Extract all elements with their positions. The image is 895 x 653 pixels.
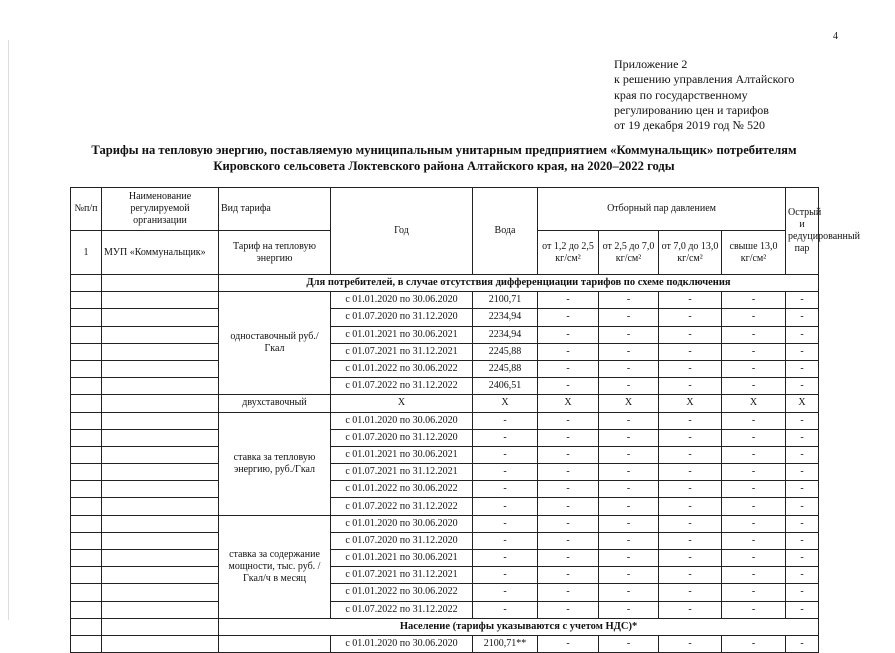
header-steam-group: Отборный пар давлением bbox=[538, 188, 786, 231]
steam-cell: - bbox=[599, 584, 659, 601]
empty-org-cell bbox=[102, 601, 219, 618]
steam-cell: - bbox=[538, 515, 599, 532]
steam-cell: - bbox=[599, 532, 659, 549]
steam-cell: - bbox=[786, 378, 819, 395]
steam-cell: - bbox=[722, 567, 786, 584]
steam-cell: - bbox=[786, 412, 819, 429]
water-cell: 2245,88 bbox=[473, 360, 538, 377]
steam-cell: - bbox=[538, 429, 599, 446]
water-cell: 2100,71** bbox=[473, 635, 538, 652]
header-steam-col-1: от 1,2 до 2,5 кг/см² bbox=[538, 231, 599, 275]
steam-cell: - bbox=[659, 532, 722, 549]
header-sharp-steam: Острый и редуцированный пар bbox=[786, 188, 819, 275]
empty-org-cell bbox=[102, 412, 219, 429]
table-row bbox=[71, 464, 819, 481]
steam-cell: - bbox=[599, 326, 659, 343]
section-row bbox=[71, 618, 819, 635]
steam-cell: - bbox=[538, 532, 599, 549]
steam-cell: - bbox=[722, 360, 786, 377]
empty-org-cell bbox=[102, 275, 219, 292]
appendix-line: края по государственному bbox=[614, 87, 748, 102]
steam-cell: - bbox=[538, 635, 599, 652]
steam-cell: - bbox=[538, 481, 599, 498]
steam-cell: - bbox=[659, 584, 722, 601]
empty-org-cell bbox=[102, 395, 219, 412]
period-cell: Х bbox=[331, 395, 473, 412]
table-row bbox=[71, 515, 819, 532]
steam-cell: Х bbox=[599, 395, 659, 412]
steam-cell: - bbox=[538, 326, 599, 343]
appendix-line: от 19 декабря 2019 год № 520 bbox=[614, 118, 765, 133]
steam-cell: - bbox=[659, 481, 722, 498]
tariff-table bbox=[70, 187, 860, 653]
tariff-group-label: одноставочный руб./Гкал bbox=[219, 292, 331, 395]
table-row bbox=[71, 429, 819, 446]
steam-cell: - bbox=[786, 343, 819, 360]
steam-cell: - bbox=[599, 309, 659, 326]
water-cell: 2100,71 bbox=[473, 292, 538, 309]
empty-num-cell bbox=[71, 498, 102, 515]
steam-cell: - bbox=[599, 498, 659, 515]
steam-cell: - bbox=[538, 412, 599, 429]
table-row bbox=[71, 326, 819, 343]
steam-cell: - bbox=[722, 292, 786, 309]
empty-num-cell bbox=[71, 446, 102, 463]
water-cell: - bbox=[473, 515, 538, 532]
steam-cell: - bbox=[659, 343, 722, 360]
steam-cell: - bbox=[786, 550, 819, 567]
period-cell: с 01.07.2020 по 31.12.2020 bbox=[331, 309, 473, 326]
period-cell: с 01.01.2022 по 30.06.2022 bbox=[331, 584, 473, 601]
steam-cell: - bbox=[722, 412, 786, 429]
table-row bbox=[71, 378, 819, 395]
water-cell: 2234,94 bbox=[473, 326, 538, 343]
water-cell: - bbox=[473, 464, 538, 481]
empty-org-cell bbox=[102, 635, 219, 652]
tariff-group-label: ставка за содержание мощности, тыс. руб. /Гкал/ч в месяц bbox=[219, 515, 331, 618]
steam-cell: - bbox=[722, 464, 786, 481]
water-cell: 2234,94 bbox=[473, 309, 538, 326]
steam-cell: - bbox=[722, 532, 786, 549]
empty-num-cell bbox=[71, 412, 102, 429]
steam-cell: - bbox=[599, 481, 659, 498]
header-tariff-type: Вид тарифа bbox=[219, 188, 331, 231]
period-cell: с 01.01.2020 по 30.06.2020 bbox=[331, 412, 473, 429]
water-cell: - bbox=[473, 584, 538, 601]
steam-cell: - bbox=[722, 326, 786, 343]
tariff-group-label: ставка за тепловую энергию, руб./Гкал bbox=[219, 412, 331, 515]
table-row bbox=[71, 550, 819, 567]
water-cell: - bbox=[473, 532, 538, 549]
empty-org-cell bbox=[102, 584, 219, 601]
water-cell: - bbox=[473, 446, 538, 463]
empty-org-cell bbox=[102, 360, 219, 377]
empty-num-cell bbox=[71, 515, 102, 532]
steam-cell: - bbox=[659, 515, 722, 532]
period-cell: с 01.01.2021 по 30.06.2021 bbox=[331, 326, 473, 343]
steam-cell: - bbox=[599, 429, 659, 446]
empty-num-cell bbox=[71, 601, 102, 618]
steam-cell: - bbox=[722, 601, 786, 618]
steam-cell: - bbox=[722, 378, 786, 395]
empty-org-cell bbox=[102, 309, 219, 326]
steam-cell: - bbox=[722, 550, 786, 567]
table-row bbox=[71, 584, 819, 601]
steam-cell: - bbox=[786, 309, 819, 326]
steam-cell: - bbox=[722, 584, 786, 601]
steam-cell: - bbox=[599, 635, 659, 652]
table-row bbox=[71, 446, 819, 463]
table-row bbox=[71, 360, 819, 377]
table-row bbox=[71, 412, 819, 429]
steam-cell: - bbox=[659, 309, 722, 326]
empty-num-cell bbox=[71, 429, 102, 446]
document-title bbox=[70, 143, 818, 174]
water-cell: 2406,51 bbox=[473, 378, 538, 395]
steam-cell: - bbox=[722, 446, 786, 463]
empty-tariff-cell bbox=[219, 635, 331, 652]
empty-num-cell bbox=[71, 635, 102, 652]
steam-cell: - bbox=[538, 309, 599, 326]
header-steam-col-4: свыше 13,0 кг/см² bbox=[722, 231, 786, 275]
steam-cell: - bbox=[786, 464, 819, 481]
steam-cell: Х bbox=[659, 395, 722, 412]
org-num: 1 bbox=[71, 231, 102, 275]
table-row bbox=[71, 292, 819, 309]
empty-org-cell bbox=[102, 550, 219, 567]
empty-org-cell bbox=[102, 532, 219, 549]
steam-cell: - bbox=[659, 567, 722, 584]
steam-cell: - bbox=[538, 292, 599, 309]
empty-num-cell bbox=[71, 326, 102, 343]
empty-org-cell bbox=[102, 481, 219, 498]
steam-cell: - bbox=[786, 360, 819, 377]
steam-cell: Х bbox=[538, 395, 599, 412]
table-row bbox=[71, 532, 819, 549]
water-cell: - bbox=[473, 567, 538, 584]
steam-cell: - bbox=[786, 498, 819, 515]
steam-cell: - bbox=[599, 464, 659, 481]
steam-cell: - bbox=[599, 567, 659, 584]
empty-num-cell bbox=[71, 360, 102, 377]
period-cell: с 01.07.2021 по 31.12.2021 bbox=[331, 567, 473, 584]
steam-cell: - bbox=[538, 601, 599, 618]
period-cell: с 01.01.2021 по 30.06.2021 bbox=[331, 550, 473, 567]
period-cell: с 01.07.2020 по 31.12.2020 bbox=[331, 532, 473, 549]
table-row bbox=[71, 343, 819, 360]
steam-cell: - bbox=[722, 309, 786, 326]
period-cell: с 01.01.2022 по 30.06.2022 bbox=[331, 481, 473, 498]
steam-cell: - bbox=[599, 292, 659, 309]
water-cell: - bbox=[473, 481, 538, 498]
steam-cell: - bbox=[722, 343, 786, 360]
empty-org-cell bbox=[102, 292, 219, 309]
steam-cell: - bbox=[722, 498, 786, 515]
empty-num-cell bbox=[71, 532, 102, 549]
two-rate-row bbox=[71, 395, 819, 412]
steam-cell: - bbox=[659, 446, 722, 463]
steam-cell: Х bbox=[786, 395, 819, 412]
water-cell: - bbox=[473, 412, 538, 429]
empty-num-cell bbox=[71, 550, 102, 567]
steam-cell: - bbox=[786, 567, 819, 584]
steam-cell: - bbox=[538, 446, 599, 463]
empty-num-cell bbox=[71, 567, 102, 584]
section-heading: Для потребителей, в случае отсутствия дифференциации тарифов по схеме подключения bbox=[219, 275, 819, 292]
empty-org-cell bbox=[102, 567, 219, 584]
empty-num-cell bbox=[71, 292, 102, 309]
steam-cell: - bbox=[599, 360, 659, 377]
steam-cell: - bbox=[659, 360, 722, 377]
header-row bbox=[71, 188, 819, 231]
section-heading: Население (тарифы указываются с учетом НДС)* bbox=[219, 618, 819, 635]
steam-cell: - bbox=[538, 498, 599, 515]
steam-cell: - bbox=[786, 292, 819, 309]
empty-org-cell bbox=[102, 498, 219, 515]
table-row bbox=[71, 601, 819, 618]
empty-org-cell bbox=[102, 464, 219, 481]
steam-cell: - bbox=[599, 343, 659, 360]
steam-cell: - bbox=[538, 343, 599, 360]
empty-num-cell bbox=[71, 395, 102, 412]
steam-cell: - bbox=[538, 464, 599, 481]
period-cell: с 01.01.2020 по 30.06.2020 bbox=[331, 515, 473, 532]
period-cell: с 01.07.2021 по 31.12.2021 bbox=[331, 464, 473, 481]
org-tariff-type: Тариф на тепловую энергию bbox=[219, 231, 331, 275]
period-cell: с 01.01.2022 по 30.06.2022 bbox=[331, 360, 473, 377]
scan-margin-line bbox=[8, 40, 9, 620]
water-cell: - bbox=[473, 550, 538, 567]
appendix-block bbox=[614, 57, 794, 133]
steam-cell: - bbox=[786, 481, 819, 498]
steam-cell: - bbox=[659, 292, 722, 309]
empty-org-cell bbox=[102, 446, 219, 463]
title-line: Кировского сельсовета Локтевского района Алтайского края, на 2020–2022 годы bbox=[213, 158, 675, 173]
steam-cell: - bbox=[538, 584, 599, 601]
table-row bbox=[71, 567, 819, 584]
steam-cell: - bbox=[786, 446, 819, 463]
water-cell: - bbox=[473, 498, 538, 515]
header-water: Вода bbox=[473, 188, 538, 275]
header-steam-col-2: от 2,5 до 7,0 кг/см² bbox=[599, 231, 659, 275]
empty-org-cell bbox=[102, 378, 219, 395]
steam-cell: - bbox=[659, 412, 722, 429]
steam-cell: - bbox=[599, 515, 659, 532]
steam-cell: - bbox=[659, 326, 722, 343]
steam-cell: - bbox=[786, 532, 819, 549]
header-year: Год bbox=[331, 188, 473, 275]
empty-org-cell bbox=[102, 326, 219, 343]
period-cell: с 01.01.2020 по 30.06.2020 bbox=[331, 292, 473, 309]
table-row bbox=[71, 309, 819, 326]
page-number: 4 bbox=[833, 31, 838, 42]
empty-num-cell bbox=[71, 309, 102, 326]
steam-cell: - bbox=[599, 601, 659, 618]
appendix-line: к решению управления Алтайского bbox=[614, 72, 795, 87]
steam-cell: - bbox=[538, 550, 599, 567]
steam-cell: - bbox=[538, 360, 599, 377]
empty-num-cell bbox=[71, 275, 102, 292]
steam-cell: - bbox=[786, 429, 819, 446]
steam-cell: - bbox=[659, 601, 722, 618]
period-cell: с 01.01.2021 по 30.06.2021 bbox=[331, 446, 473, 463]
period-cell: с 01.07.2022 по 31.12.2022 bbox=[331, 601, 473, 618]
empty-org-cell bbox=[102, 343, 219, 360]
steam-cell: - bbox=[538, 567, 599, 584]
appendix-line: Приложение 2 bbox=[614, 57, 688, 71]
steam-cell: Х bbox=[722, 395, 786, 412]
steam-cell: - bbox=[722, 429, 786, 446]
steam-cell: - bbox=[786, 601, 819, 618]
steam-cell: - bbox=[599, 378, 659, 395]
table-row bbox=[71, 481, 819, 498]
empty-num-cell bbox=[71, 481, 102, 498]
water-cell: - bbox=[473, 429, 538, 446]
two-rate-label: двухставочный bbox=[219, 395, 331, 412]
empty-org-cell bbox=[102, 618, 219, 635]
section-row bbox=[71, 275, 819, 292]
steam-cell: - bbox=[786, 635, 819, 652]
steam-cell: - bbox=[659, 464, 722, 481]
steam-cell: - bbox=[722, 515, 786, 532]
empty-num-cell bbox=[71, 343, 102, 360]
steam-cell: - bbox=[659, 550, 722, 567]
steam-cell: - bbox=[599, 446, 659, 463]
steam-cell: - bbox=[722, 635, 786, 652]
steam-cell: - bbox=[599, 412, 659, 429]
period-cell: с 01.07.2021 по 31.12.2021 bbox=[331, 343, 473, 360]
water-cell: - bbox=[473, 601, 538, 618]
empty-num-cell bbox=[71, 464, 102, 481]
steam-cell: - bbox=[786, 515, 819, 532]
title-line: Тарифы на тепловую энергию, поставляемую муниципальным унитарным предприятием «Коммунальщик» потребителям bbox=[91, 143, 797, 157]
steam-cell: - bbox=[659, 635, 722, 652]
steam-cell: - bbox=[659, 378, 722, 395]
period-cell: с 01.01.2020 по 30.06.2020 bbox=[331, 635, 473, 652]
table-row bbox=[71, 498, 819, 515]
empty-num-cell bbox=[71, 584, 102, 601]
steam-cell: - bbox=[786, 326, 819, 343]
header-org: Наименование регулируемой организации bbox=[102, 188, 219, 231]
water-cell: Х bbox=[473, 395, 538, 412]
header-num: №п/п bbox=[71, 188, 102, 231]
steam-cell: - bbox=[722, 481, 786, 498]
org-name: МУП «Коммунальщик» bbox=[102, 231, 219, 275]
steam-cell: - bbox=[599, 550, 659, 567]
steam-cell: - bbox=[786, 584, 819, 601]
period-cell: с 01.07.2022 по 31.12.2022 bbox=[331, 498, 473, 515]
steam-cell: - bbox=[538, 378, 599, 395]
header-steam-col-3: от 7,0 до 13,0 кг/см² bbox=[659, 231, 722, 275]
empty-org-cell bbox=[102, 429, 219, 446]
period-cell: с 01.07.2020 по 31.12.2020 bbox=[331, 429, 473, 446]
steam-cell: - bbox=[659, 498, 722, 515]
water-cell: 2245,88 bbox=[473, 343, 538, 360]
empty-num-cell bbox=[71, 618, 102, 635]
steam-cell: - bbox=[659, 429, 722, 446]
empty-org-cell bbox=[102, 515, 219, 532]
appendix-line: регулированию цен и тарифов bbox=[614, 102, 769, 117]
empty-num-cell bbox=[71, 378, 102, 395]
period-cell: с 01.07.2022 по 31.12.2022 bbox=[331, 378, 473, 395]
population-row bbox=[71, 635, 819, 652]
